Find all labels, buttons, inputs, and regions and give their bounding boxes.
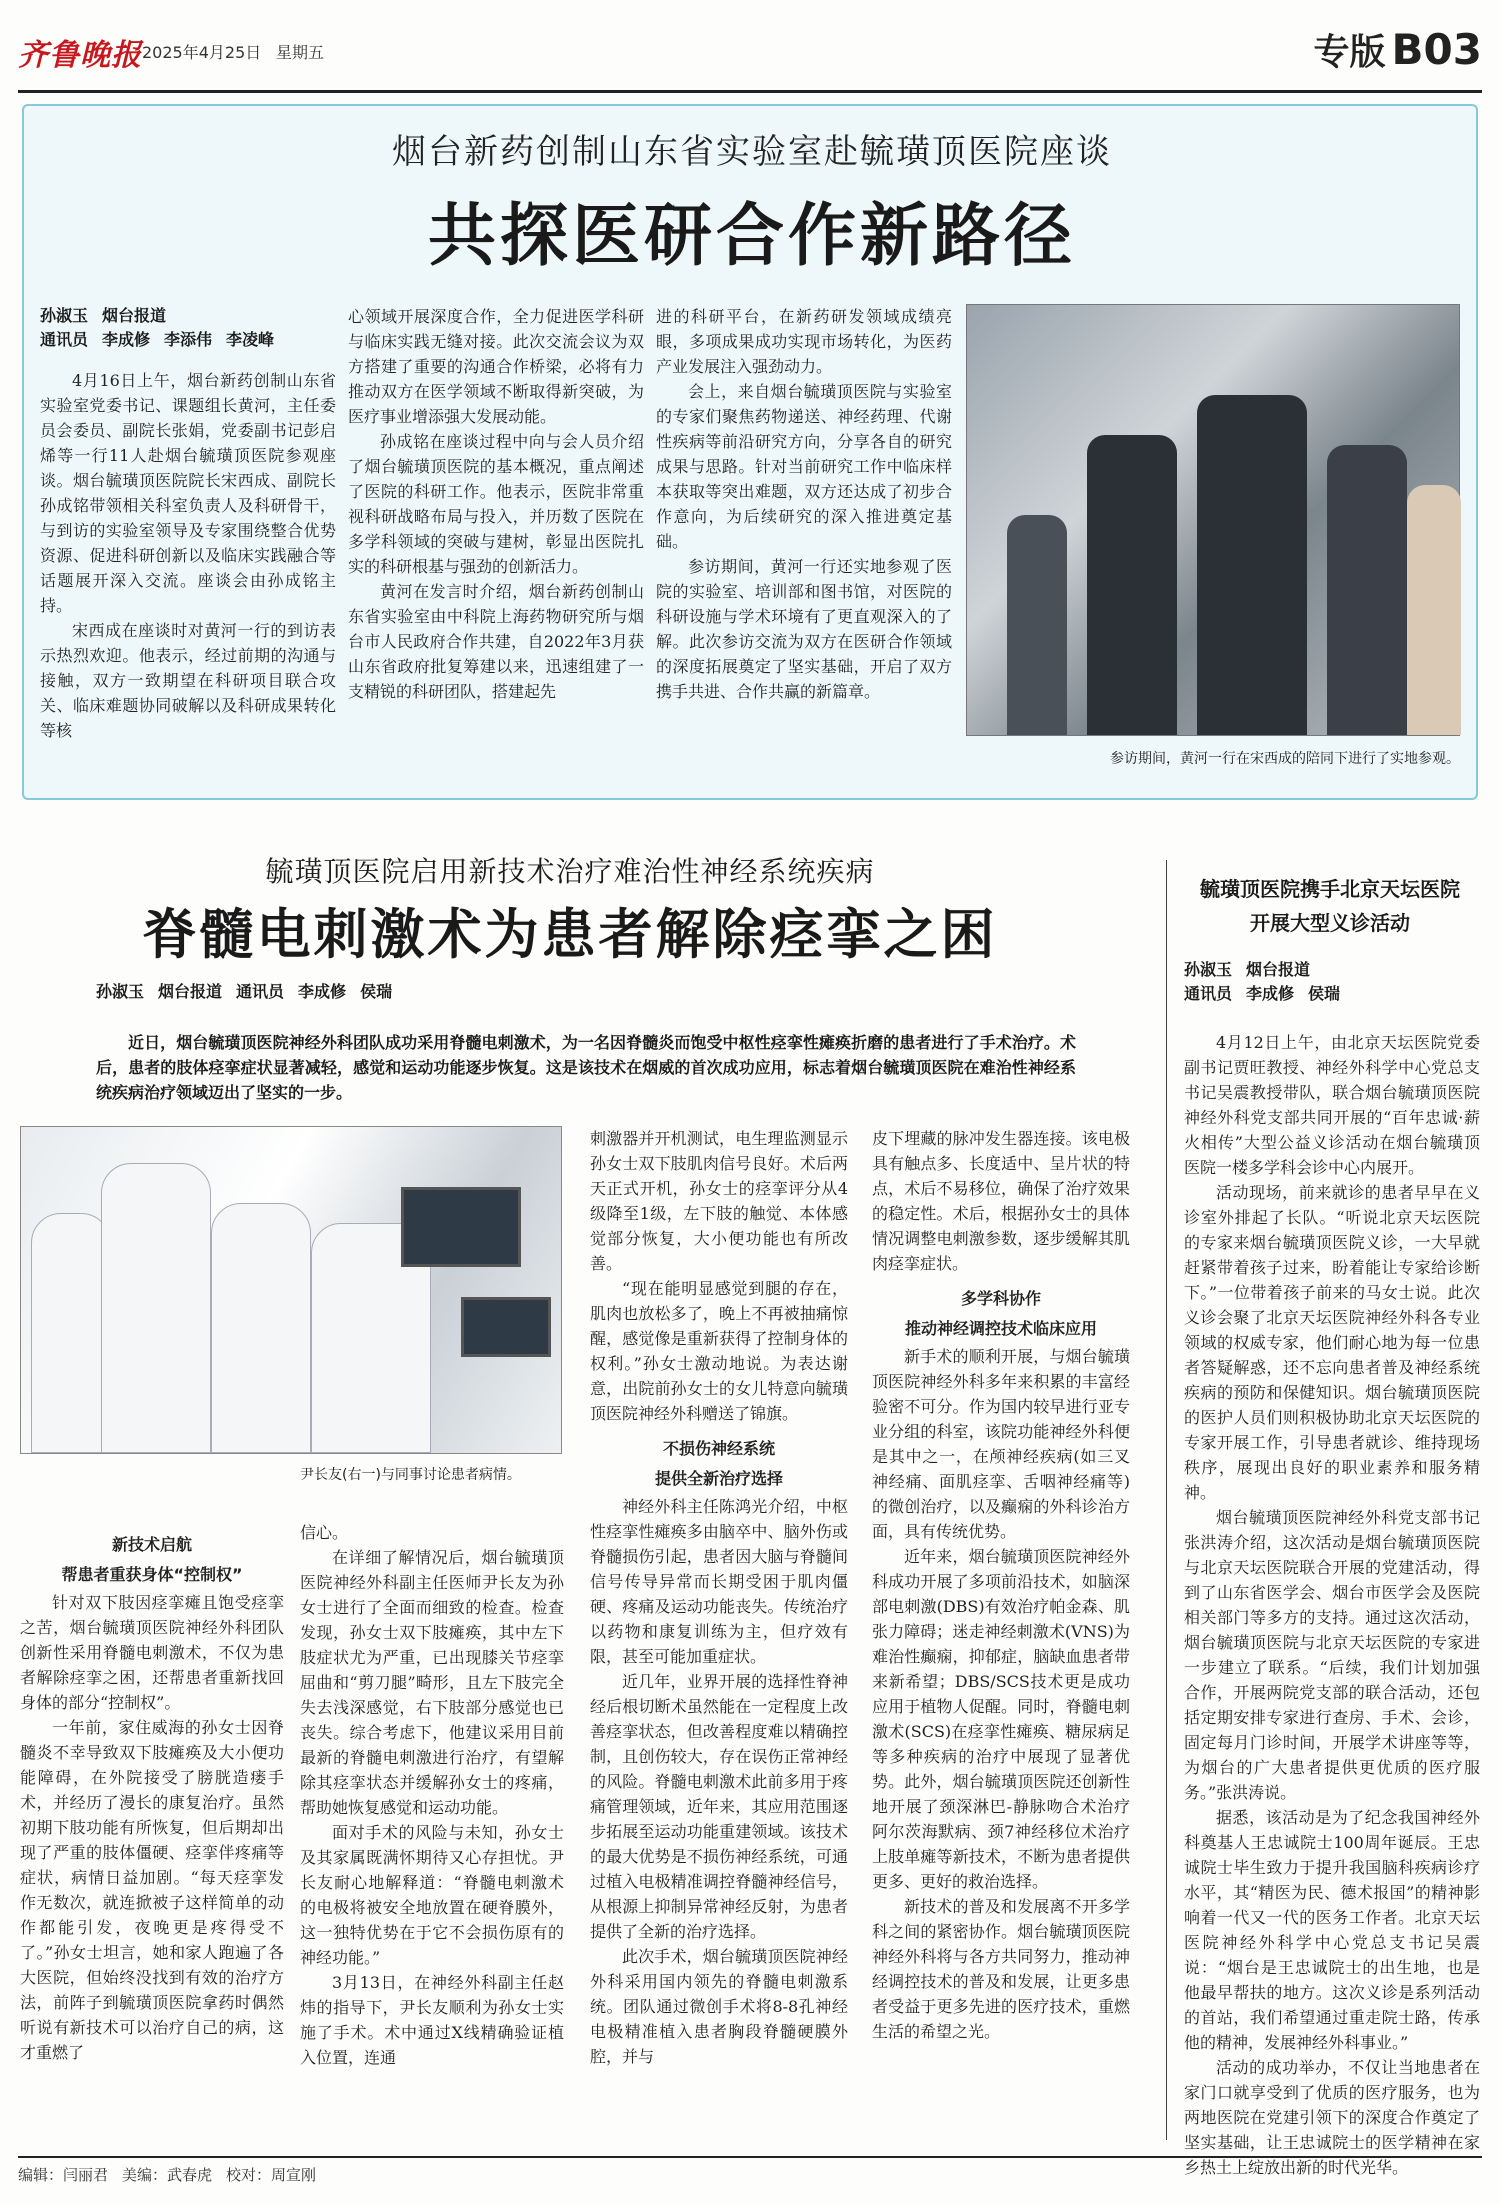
byline-place: 烟台报道 bbox=[102, 306, 167, 325]
designer-credit: 美编：武春虎 bbox=[122, 2166, 213, 2184]
paragraph: 面对手术的风险与未知，孙女士及其家属既满怀期待又心存担忧。尹长友耐心地解释道：“脊髓电刺激术的电极将被安全地放置在硬脊膜外，这一独特优势在于它不会损伤原有的神经功能。” bbox=[300, 1823, 564, 1967]
article1-subtitle: 烟台新药创制山东省实验室赴毓璜顶医院座谈 bbox=[392, 132, 1112, 172]
article3-byline bbox=[1184, 958, 1354, 1006]
paragraph: 宋西成在座谈时对黄河一行的到访表示热烈欢迎。他表示，经过前期的沟通与接触，双方一致期望在科研项目联合攻关、临床难题协同破解以及科研成果转化等核 bbox=[40, 621, 336, 740]
paragraph: 孙成铭在座谈过程中向与会人员介绍了烟台毓璜顶医院的基本概况，重点阐述了医院的科研工作。他表示，医院非常重视科研战略布局与投入，并历数了医院在多学科领域的突破与建树，彰显出医院扎实的科研根基与强劲的创新活力。 bbox=[348, 432, 644, 576]
article2-subtitle: 毓璜顶医院启用新技术治疗难治性神经系统疾病 bbox=[265, 855, 875, 888]
byline-name: 李成修 bbox=[1246, 984, 1295, 1003]
article3-title-line: 开展大型义诊活动 bbox=[1250, 911, 1410, 935]
section-heading: 提供全新治疗选择 bbox=[654, 1469, 783, 1488]
byline-author: 孙淑玉 bbox=[1184, 960, 1233, 979]
article1-column-3 bbox=[656, 304, 952, 704]
byline-name: 侯瑞 bbox=[1308, 984, 1341, 1003]
article3-title-line: 毓璜顶医院携手北京天坛医院 bbox=[1200, 877, 1460, 901]
paragraph: 4月12日上午，由北京天坛医院党委副书记贾旺教授、神经外科学中心党总支书记吴震教授带队，联合烟台毓璜顶医院神经外科党支部共同开展的“百年忠诚·薪火相传”大型公益义诊活动在烟台毓璜顶医院一楼多学科会诊中心内展开。 bbox=[1184, 1033, 1480, 1177]
credits-footer bbox=[18, 2164, 330, 2185]
editor-credit: 编辑：闫丽君 bbox=[18, 2166, 109, 2184]
paragraph: 刺激器并开机测试，电生理监测显示孙女士双下肢肌肉信号良好。术后两天正式开机，孙女士的痉挛评分从4级降至1级，左下肢的触觉、本体感觉部分恢复，大小便功能也有所改善。 bbox=[590, 1129, 848, 1273]
page-section bbox=[1314, 24, 1482, 75]
section-heading: 推动神经调控技术临床应用 bbox=[904, 1319, 1097, 1338]
visit-photo bbox=[966, 304, 1460, 736]
article1-column-2 bbox=[348, 304, 644, 704]
byline-name: 李成修 bbox=[102, 330, 151, 349]
paragraph: 活动现场，前来就诊的患者早早在义诊室外排起了长队。“听说北京天坛医院的专家来烟台毓璜顶医院义诊，一大早就赶紧带着孩子过来，盼着能让专家给诊断下。”一位带着孩子前来的马女士说。此次义诊会聚了北京天坛医院神经外科各专业领域的权威专家，他们耐心地为每一位患者答疑解惑，还不忘向患者普及神经系统疾病的预防和保健知识。烟台毓璜顶医院的医护人员们则积极协助北京天坛医院的专家开展工作，引导患者就诊、维持现场秩序，展现出良好的职业素养和服务精神。 bbox=[1184, 1183, 1480, 1502]
paragraph: 黄河在发言时介绍，烟台新药创制山东省实验室由中科院上海药物研究所与烟台市人民政府合作共建，自2022年3月获山东省政府批复筹建以来，迅速组建了一支精锐的科研团队，搭建起先 bbox=[348, 582, 644, 701]
byline-place: 烟台报道 bbox=[1246, 960, 1311, 979]
visit-photo-caption: 参访期间，黄河一行在宋西成的陪同下进行了实地参观。 bbox=[1110, 751, 1460, 767]
issue-weekday: 星期五 bbox=[276, 43, 325, 62]
section-heading: 帮患者重获身体“控制权” bbox=[61, 1565, 243, 1584]
top-rule bbox=[18, 90, 1482, 93]
paragraph: 心领域开展深度合作，全力促进医学科研与临床实践无缝对接。此次交流会议为双方搭建了重要的沟通合作桥梁，必将有力推动双方在医学领域不断取得新突破，为医疗事业增添强大发展动能。 bbox=[348, 307, 644, 426]
page-number: B03 bbox=[1391, 25, 1482, 74]
byline-name: 李成修 bbox=[298, 982, 347, 1001]
article2-title: 脊髓电刺激术为患者解除痉挛之困 bbox=[142, 902, 998, 966]
byline-author: 孙淑玉 bbox=[40, 306, 89, 325]
issue-date: 2025年4月25日 bbox=[142, 43, 262, 62]
article2-column-a bbox=[20, 1530, 284, 2065]
paragraph: 近年来，烟台毓璜顶医院神经外科成功开展了多项前沿技术，如脑深部电刺激(DBS)有效治疗帕金森、肌张力障碍；迷走神经刺激术(VNS)为难治性癫痫，抑郁症，脑缺血患者带来新希望；DBS/SCS技术更是成功应用于植物人促醒。同时，脊髓电刺激术(SCS)在痉挛性瘫痪、糖尿病足等多种疾病的治疗中展现了显著优势。此外，烟台毓璜顶医院还创新性地开展了颈深淋巴-静脉吻合术治疗阿尔茨海默病、颈7神经移位术治疗上肢单瘫等新技术，不断为患者提供更多、更好的救治选择。 bbox=[872, 1547, 1130, 1891]
paragraph: 活动的成功举办，不仅让当地患者在家门口就享受到了优质的医疗服务，也为两地医院在党建引领下的深度合作奠定了坚实基础，让王忠诚院士的医学精神在家乡热土上绽放出新的时代光华。 bbox=[1184, 2058, 1480, 2177]
paragraph: 4月16日上午，烟台新药创制山东省实验室党委书记、课题组长黄河，主任委员会委员、副院长张娟，党委副书记彭启烯等一行11人赴烟台毓璜顶医院参观座谈。烟台毓璜顶医院院长宋西成、副院长孙成铭带领相关科室负责人及科研骨干，与到访的实验室领导及专家围绕整合优势资源、促进科研创新以及临床实践融合等话题展开深入交流。座谈会由孙成铭主持。 bbox=[40, 371, 336, 615]
doctors-photo bbox=[20, 1126, 562, 1454]
byline-role: 通讯员 bbox=[1184, 984, 1233, 1003]
paragraph: 针对双下肢因痉挛瘫且饱受痉挛之苦，烟台毓璜顶医院神经外科团队创新性采用脊髓电刺激术，不仅为患者解除痉挛之困，还帮患者重新找回身体的部分“控制权”。 bbox=[20, 1593, 284, 1712]
masthead bbox=[18, 22, 1482, 92]
paragraph: 神经外科主任陈鸿光介绍，中枢性痉挛性瘫痪多由脑卒中、脑外伤或脊髓损伤引起，患者因大脑与脊髓间信号传导异常而长期受困于肌肉僵硬、疼痛及运动功能丧失。传统治疗以药物和康复训练为主，但疗效有限，甚至可能加重症状。 bbox=[590, 1497, 848, 1666]
byline-author: 孙淑玉 bbox=[96, 982, 145, 1001]
section-heading: 新技术启航 bbox=[111, 1535, 192, 1554]
article1-column-1 bbox=[40, 368, 336, 743]
article2-column-b bbox=[300, 1520, 564, 2070]
paragraph: 进的科研平台，在新药研发领域成绩亮眼，多项成果成功实现市场转化，为医药产业发展注入强劲动力。 bbox=[656, 307, 952, 376]
bottom-rule bbox=[18, 2156, 1482, 2158]
newspaper-logo: 齐鲁晚报 bbox=[18, 38, 142, 73]
article2-column-c bbox=[590, 1126, 848, 2069]
article2-byline bbox=[96, 980, 406, 1004]
paragraph: 新手术的顺利开展，与烟台毓璜顶医院神经外科多年来积累的丰富经验密不可分。作为国内较早进行亚专业分组的科室，该院功能神经外科便是其中之一，在颅神经疾病(如三叉神经痛、面肌痉挛、舌咽神经痛等)的微创治疗，以及癫痫的外科诊治方面，具有传统优势。 bbox=[872, 1347, 1130, 1541]
article2-column-d bbox=[872, 1126, 1130, 2044]
paragraph: 此次手术，烟台毓璜顶医院神经外科采用国内领先的脊髓电刺激系统。团队通过微创手术将8-8孔神经电极精准植入患者胸段脊髓硬膜外腔，并与 bbox=[590, 1947, 848, 2066]
byline-role: 通讯员 bbox=[236, 982, 285, 1001]
paragraph: 信心。 bbox=[300, 1523, 349, 1542]
section-heading: 多学科协作 bbox=[960, 1289, 1041, 1308]
article3-title bbox=[1180, 872, 1480, 940]
doctors-photo-caption: 尹长友(右一)与同事讨论患者病情。 bbox=[300, 1467, 521, 1483]
paragraph: “现在能明显感觉到腿的存在，肌肉也放松多了，晚上不再被抽痛惊醒，感觉像是重新获得了控制身体的权利。”孙女士激动地说。为表达谢意，出院前孙女士的女儿特意向毓璜顶医院神经外科赠送了锦旗。 bbox=[590, 1279, 848, 1423]
paragraph: 一年前，家住威海的孙女士因脊髓炎不幸导致双下肢瘫痪及大小便功能障碍，在外院接受了膀胱造瘘手术，并经历了漫长的康复治疗。虽然初期下肢功能有所恢复，但后期却出现了严重的肢体僵硬、痉挛伴疼痛等症状，病情日益加剧。“每天痉挛发作无数次，就连掀被子这样简单的动作都能引发，夜晚更是疼得受不了。”孙女士坦言，她和家人跑遍了各大医院，但始终没找到有效的治疗方法，前阵子到毓璜顶医院拿药时偶然听说有新技术可以治疗自己的病，这才重燃了 bbox=[20, 1718, 284, 2062]
section-label: 专版 bbox=[1313, 32, 1386, 73]
paragraph: 新技术的普及和发展离不开多学科之间的紧密协作。烟台毓璜顶医院神经外科将与各方共同努力，推动神经调控技术的普及和发展，让更多患者受益于更多先进的医疗技术，重燃生活的希望之光。 bbox=[872, 1897, 1130, 2041]
paragraph: 据悉，该活动是为了纪念我国神经外科奠基人王忠诚院士100周年诞辰。王忠诚院士毕生致力于提升我国脑科疾病诊疗水平，其“精医为民、德术报国”的精神影响着一代又一代的医务工作者。北京天坛医院神经外科学中心党总支书记吴震说：“烟台是王忠诚院士的出生地，也是他最早帮扶的地方。这次义诊是系列活动的首站，我们希望通过重走院士路，传承他的精神，发展神经外科事业。” bbox=[1184, 1808, 1480, 2052]
paragraph: 会上，来自烟台毓璜顶医院与实验室的专家们聚焦药物递送、神经药理、代谢性疾病等前沿研究方向，分享各自的研究成果与思路。针对当前研究工作中临床样本获取等突出难题，双方还达成了初步合作意向，为后续研究的深入推进奠定基础。 bbox=[656, 382, 952, 551]
paragraph: 烟台毓璜顶医院神经外科党支部书记张洪涛介绍，这次活动是烟台毓璜顶医院与北京天坛医院联合开展的党建活动，得到了山东省医学会、烟台市医学会及医院相关部门等多方的支持。通过这次活动，烟台毓璜顶医院与北京天坛医院的专家进一步建立了联系。“后续，我们计划加强合作，开展两院党支部的联合活动，还包括定期安排专家进行查房、手术、会诊，固定每月门诊时间，开展学术讲座等等，为烟台的广大患者提供更优质的医疗服务。”张洪涛说。 bbox=[1184, 1508, 1480, 1802]
article1-byline bbox=[40, 304, 288, 352]
paragraph: 皮下埋藏的脉冲发生器连接。该电极具有触点多、长度适中、呈片状的特点，术后不易移位，确保了治疗效果的稳定性。术后，根据孙女士的具体情况调整电刺激参数，逐步缓解其肌肉痉挛症状。 bbox=[872, 1129, 1130, 1273]
column-divider bbox=[1166, 860, 1167, 2140]
byline-name: 侯瑞 bbox=[360, 982, 393, 1001]
paragraph: 近几年，业界开展的选择性脊神经后根切断术虽然能在一定程度上改善痉挛状态，但改善程度难以精确控制，且创伤较大，存在误伤正常神经的风险。脊髓电刺激术此前多用于疼痛管理领域，近年来，其应用范围逐步拓展至运动功能重建领域。该技术的最大优势是不损伤神经系统，可通过植入电极精准调控脊髓神经信号，从根源上抑制异常神经反射，为患者提供了全新的治疗选择。 bbox=[590, 1672, 848, 1941]
section-heading: 不损伤神经系统 bbox=[662, 1439, 775, 1458]
paragraph: 参访期间，黄河一行还实地参观了医院的实验室、培训部和图书馆，对医院的科研设施与学术环境有了更直观深入的了解。此次参访交流为双方在医研合作领域的深度拓展奠定了坚实基础，开启了双方携手共进、合作共赢的新篇章。 bbox=[656, 557, 952, 701]
article1-title: 共探医研合作新路径 bbox=[427, 196, 1076, 276]
article3-body bbox=[1184, 1030, 1480, 2180]
byline-name: 李凌峰 bbox=[226, 330, 275, 349]
paragraph: 在详细了解情况后，烟台毓璜顶医院神经外科副主任医师尹长友为孙女士进行了全面而细致的检查。检查发现，孙女士双下肢瘫痪，其中左下肢症状尤为严重，已出现膝关节痉挛屈曲和“剪刀腿”畸形，且左下肢完全失去浅深感觉，右下肢部分感觉也已丧失。综合考虑下，他建议采用目前最新的脊髓电刺激进行治疗，有望解除其痉挛状态并缓解孙女士的疼痛，帮助她恢复感觉和运动功能。 bbox=[300, 1548, 564, 1817]
byline-place: 烟台报道 bbox=[158, 982, 223, 1001]
paragraph: 3月13日，在神经外科副主任赵炜的指导下，尹长友顺利为孙女士实施了手术。术中通过X线精确验证植入位置，连通 bbox=[300, 1973, 564, 2067]
byline-name: 李添伟 bbox=[164, 330, 213, 349]
proofreader-credit: 校对：周宣刚 bbox=[226, 2166, 317, 2184]
byline-role: 通讯员 bbox=[40, 330, 89, 349]
article2-lead: 近日，烟台毓璜顶医院神经外科团队成功采用脊髓电刺激术，为一名因脊髓炎而饱受中枢性痉挛性瘫痪折磨的患者进行了手术治疗。术后，患者的肢体痉挛症状显著减轻，感觉和运动功能逐步恢复。这是该技术在烟威的首次成功应用，标志着烟台毓璜顶医院在难治性神经系统疾病治疗领域迈出了坚实的一步。 bbox=[96, 1033, 1076, 1102]
